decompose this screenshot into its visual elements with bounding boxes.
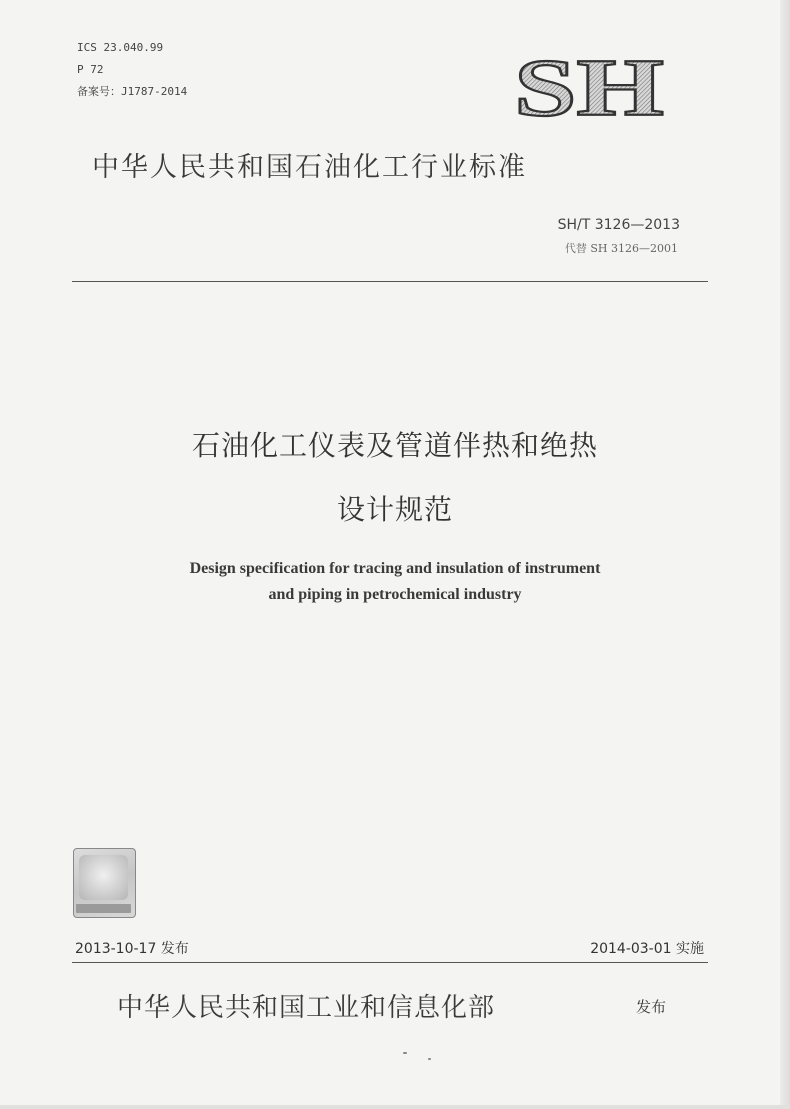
- issue-date: 2013-10-17 发布: [75, 941, 189, 957]
- publisher-seal-icon: [73, 848, 136, 918]
- scan-speck: [428, 1058, 431, 1060]
- issuing-body-title: 中华人民共和国石油化工行业标准: [92, 152, 527, 183]
- footer-divider: [72, 962, 708, 963]
- header-divider: [72, 281, 708, 282]
- replaces-standard: 代替 SH 3126—2001: [564, 242, 678, 255]
- page-edge: [780, 0, 790, 1109]
- page-edge-bottom: [0, 1105, 790, 1109]
- issuer-name: 中华人民共和国工业和信息化部: [117, 993, 496, 1023]
- seal-emblem: [79, 855, 128, 900]
- seal-band: [76, 904, 131, 913]
- ics-code: ICS 23.040.99: [77, 41, 164, 54]
- title-english: [0, 556, 790, 608]
- record-number: 备案号：J1787-2014: [77, 85, 188, 98]
- sh-logo-text: SH: [514, 52, 664, 124]
- classification-code: P 72: [77, 63, 104, 76]
- title-chinese-line-1: 石油化工仪表及管道伴热和绝热: [191, 429, 598, 462]
- sh-logo: [512, 52, 667, 124]
- standard-number: SH/T 3126—2013: [557, 217, 680, 233]
- issuer-suffix: 发布: [636, 998, 667, 1016]
- implementation-date: 2014-03-01 实施: [590, 941, 704, 957]
- title-english-line-1: Design specification for tracing and insulation of instrument: [189, 560, 601, 577]
- title-english-line-2: and piping in petrochemical industry: [268, 586, 522, 603]
- scan-speck: [403, 1052, 407, 1054]
- classification-block: [77, 37, 187, 103]
- title-chinese-line-2: 设计规范: [336, 493, 453, 526]
